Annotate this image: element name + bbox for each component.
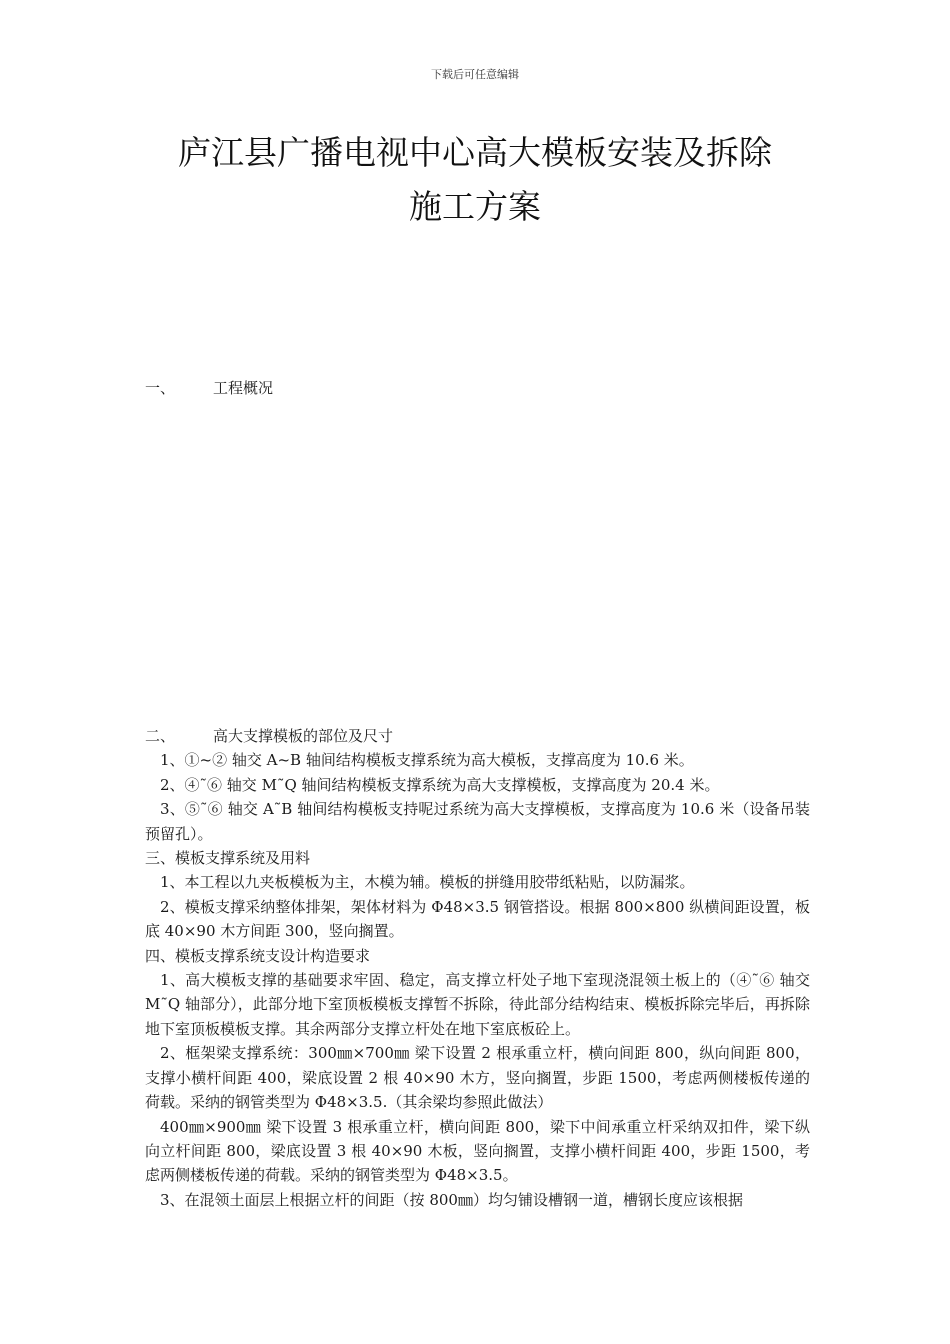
section-2-item-1: 1、①~② 轴交 A~B 轴间结构模板支撑系统为高大模板，支撑高度为 10.6 米。 [160,751,694,770]
section-3-item-2: 2、模板支撑采纳整体排架，架体材料为 Φ48×3.5 钢管搭设。根据 800×800 纵横间距设置，板底 40×90 木方间距 300，竖向搁置。 [145,897,810,941]
section-2-label: 高大支撑模板的部位及尺寸 [213,727,394,745]
section-4-item-3: 3、在混领土面层上根据立杆的间距（按 800㎜）均匀铺设槽钢一道，槽钢长度应该根据 [160,1190,743,1209]
section-4-item-2-continued: 400㎜×900㎜ 梁下设置 3 根承重立杆，横向间距 800，梁下中间承重立杆采纳双扣件，梁下纵向立杆间距 800，梁底设置 3 根 40×90 木板，竖向搁置，支撑小横杆间距 400，步距 1500，考虑两侧楼板传递的荷载。采纳的钢管类型为 Φ48×3.5。 [145,1117,810,1185]
section-1-heading [145,377,273,398]
section-2-item-3: 3、⑤˜⑥ 轴交 A˜B 轴间结构模板支持呢过系统为高大支撑模板，支撑高度为 10.6 米（设备吊装预留孔）。 [145,800,810,843]
section-2-number: 二、 [145,727,176,745]
section-2-heading [145,724,810,748]
header-note: 下载后可任意编辑 [431,68,519,81]
section-4-item-1: 1、高大模板支撑的基础要求牢固、稳定，高支撑立杆处子地下室现浇混领土板上的（④˜⑥ 轴交 M˜Q 轴部分），此部分地下室顶板模板支撑暂不拆除，待此部分结构结束、模板拆除完毕后，再拆除地下室顶板模板支撑。其余两部分支撑立杆处在地下室底板砼上。 [145,971,810,1038]
section-2-item-2: 2、④˜⑥ 轴交 M˜Q 轴间结构模板支撑系统为高大支撑模板，支撑高度为 20.4 米。 [160,775,720,794]
title-line-1: 庐江县广播电视中心高大模板安装及拆除 [178,133,772,172]
section-1-label: 工程概况 [213,379,274,397]
document-body [145,724,810,1212]
document-title [80,126,870,234]
section-4-heading: 四、模板支撑系统支设计构造要求 [145,946,371,965]
section-3-item-1: 1、本工程以九夹板模板为主，木模为辅。模板的拼缝用胶带纸粘贴，以防漏浆。 [160,873,695,892]
title-line-2: 施工方案 [409,187,541,226]
section-1-number: 一、 [145,379,176,397]
section-4-item-2: 2、框架梁支撑系统：300㎜×700㎜ 梁下设置 2 根承重立杆，横向间距 800，纵向间距 800，支撑小横杆间距 400，梁底设置 2 根 40×90 木方，竖向搁置，步距 1500，考虑两侧楼板传递的荷载。采纳的钢管类型为 Φ48×3.5.（其余梁均参照此做法） [145,1044,810,1112]
section-3-heading: 三、模板支撑系统及用料 [145,849,311,868]
